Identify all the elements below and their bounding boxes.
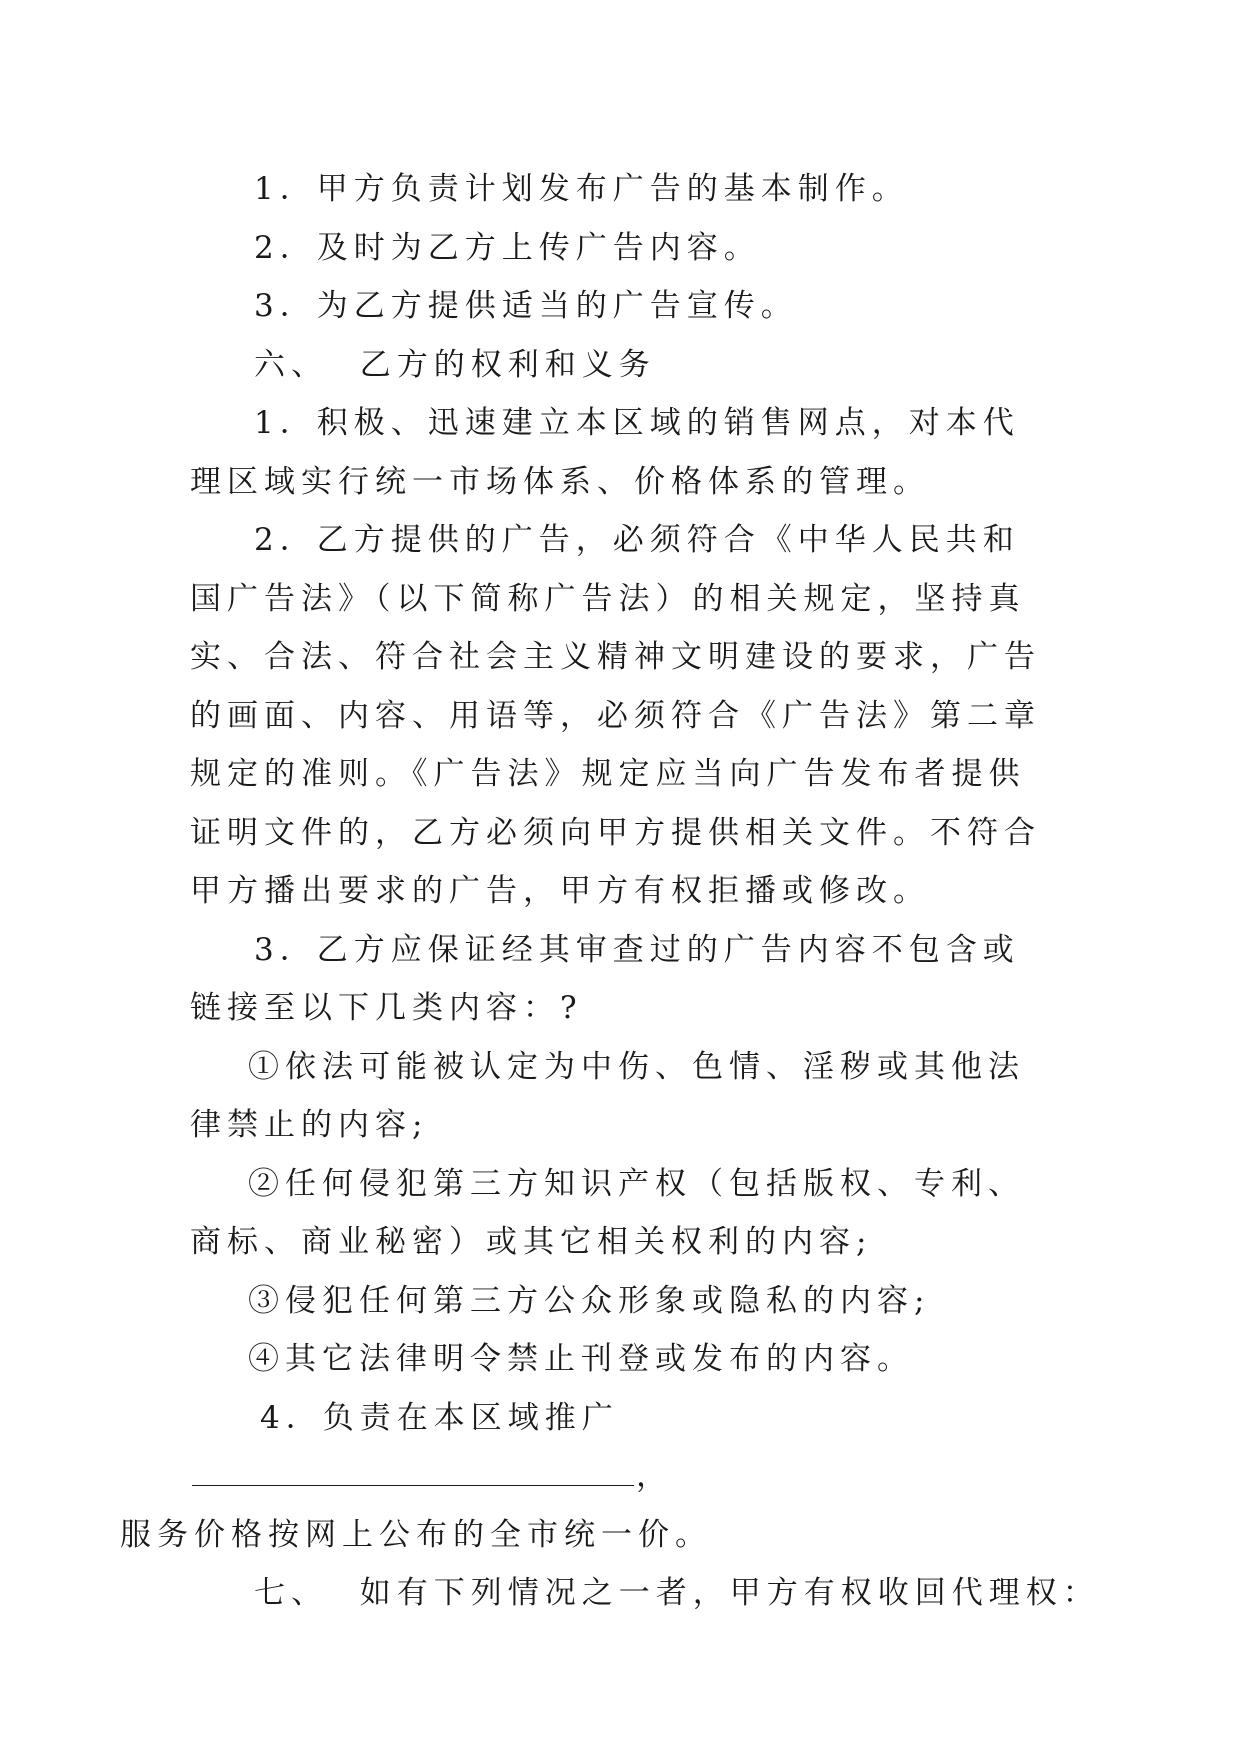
paragraph-item-2: 2．及时为乙方上传广告内容。 xyxy=(254,229,761,266)
paragraph-item-6-1: 1．积极、迅速建立本区域的销售网点，对本代理区域实行统一市场体系、价格体系的管理。 xyxy=(190,405,1020,500)
section-heading-6: 六、 乙方的权利和义务 xyxy=(254,346,656,383)
paragraph-item-6-2: 2．乙方提供的广告，必须符合《中华人民共和国广告法》（以下简称广告法）的相关规定，坚持真实、合法、符合社会主义精神文明建设的要求，广告的画面、内容、用语等，必须符合《广告法》第二章规定的准则。《广告法》规定应当向广告发布者提供证明文件的，乙方必须向甲方提供相关文件。不符合甲方播出要求的广告，甲方有权拒播或修改。 xyxy=(190,522,1041,909)
paragraph-item-1: 1．甲方负责计划发布广告的基本制作。 xyxy=(254,171,909,207)
paragraph-item-6-4 xyxy=(120,1389,1052,1565)
document-body xyxy=(120,160,1100,1623)
paragraph-item-6-4-prefix: 4．负责在本区域推广 xyxy=(260,1399,619,1436)
list-item-circle-3: ③侵犯任何第三方公众形象或隐私的内容; xyxy=(248,1282,931,1319)
paragraph-item-6-3: 3．乙方应保证经其审查过的广告内容不包含或链接至以下几类内容：? xyxy=(190,931,1020,1026)
paragraph-item-6-4-suffix: ， xyxy=(636,1458,673,1494)
list-item-circle-4: ④其它法律明令禁止刊登或发布的内容。 xyxy=(248,1341,914,1377)
paragraph-item-3: 3．为乙方提供适当的广告宣传。 xyxy=(254,288,798,324)
fill-in-blank-line xyxy=(192,1455,634,1486)
list-item-circle-1: ①依法可能被认定为中伤、色情、淫秽或其他法律禁止的内容; xyxy=(190,1048,1025,1143)
section-heading-7: 七、 如有下列情况之一者，甲方有权收回代理权： xyxy=(254,1575,1100,1611)
paragraph-item-6-4-line2: 服务价格按网上公布的全市统一价。 xyxy=(120,1516,712,1553)
list-item-circle-2: ②任何侵犯第三方知识产权（包括版权、专利、商标、商业秘密）或其它相关权利的内容; xyxy=(190,1165,1025,1260)
